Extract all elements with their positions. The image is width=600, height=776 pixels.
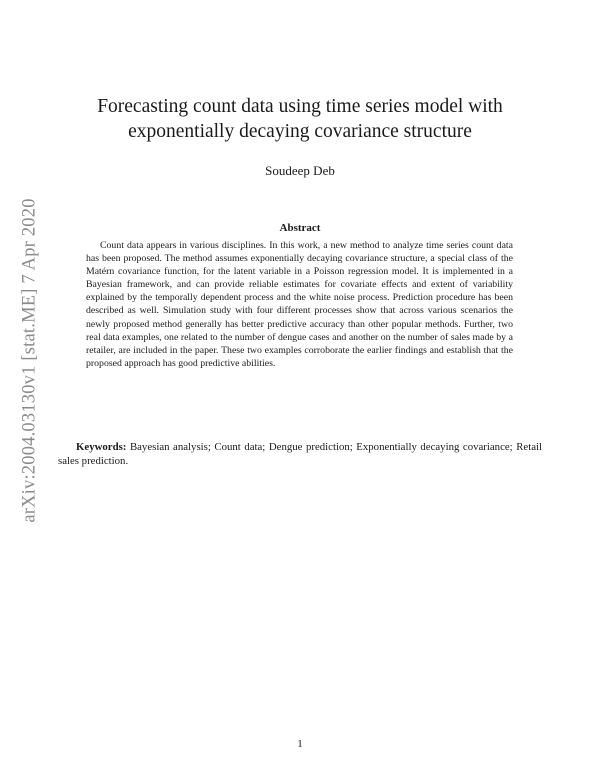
keywords — [58, 440, 542, 468]
arxiv-identifier: arXiv:2004.03130v1 [stat.ME] 7 Apr 2020 — [19, 197, 40, 523]
abstract-text: Count data appears in various disciplines. In this work, a new method to analyze time series count data has been proposed. The method assumes exponentially decaying covariance structure, a special class of the Matérn covariance function, for the latent variable in a Poisson regression model. It is implemented in a Bayesian framework, and can provide reliable estimates for covariate effects and extent of variability explained by the temporally dependent process and the white noise process. Prediction procedure has been described as well. Simulation study with four different processes show that across various scenarios the newly proposed method generally has better predictive accuracy than other popular methods. Further, two real data examples, one related to the number of dengue cases and another on the number of sales made by a retailer, are included in the paper. These two examples corroborate the earlier findings and establish that the proposed approach has good predictive abilities. — [86, 240, 513, 369]
keywords-text: Bayesian analysis; Count data; Dengue prediction; Exponentially decaying covariance; Retail sales prediction. — [58, 441, 542, 467]
paper-title: Forecasting count data using time series model with exponentially decaying covariance structure — [97, 96, 503, 142]
page-number: 1 — [297, 738, 303, 750]
abstract-heading: Abstract — [279, 222, 321, 234]
author-name: Soudeep Deb — [265, 163, 335, 178]
keywords-label: Keywords: — [76, 441, 127, 453]
arxiv-stamp — [16, 180, 44, 540]
